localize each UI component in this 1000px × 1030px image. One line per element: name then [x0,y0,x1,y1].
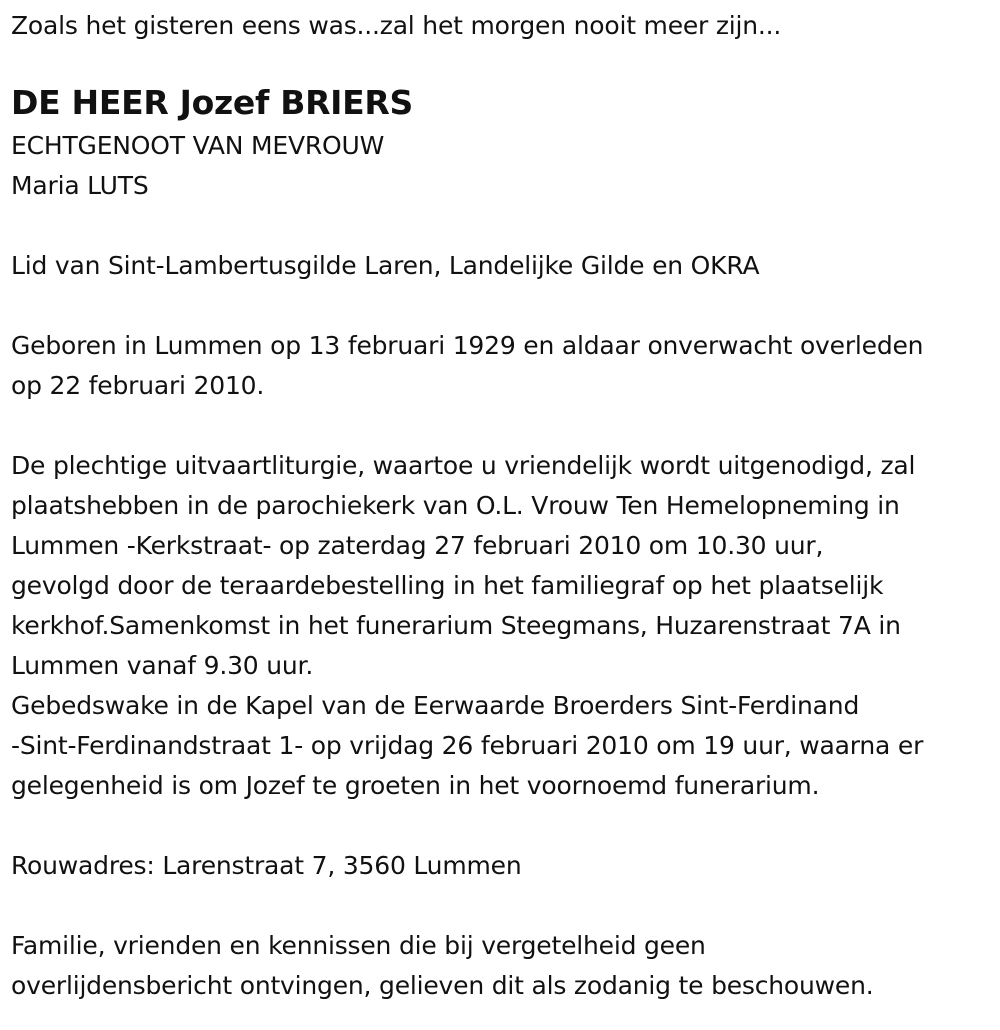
spacer [11,886,996,926]
vigil-line: -Sint-Ferdinandstraat 1- op vrijdag 26 februari 2010 om 19 uur, waarna er [11,731,924,760]
spacer [11,206,996,246]
funeral-line: De plechtige uitvaartliturgie, waartoe u vriendelijk wordt uitgenodigd, zal [11,451,916,480]
funeral-line: plaatshebben in de parochiekerk van O.L. Vrouw Ten Hemelopneming in [11,491,900,520]
birth-death-line: op 22 februari 2010. [11,371,265,400]
spouse-line-1: ECHTGENOOT VAN MEVROUW [11,131,385,160]
spacer [11,806,996,846]
closing-line: overlijdensbericht ontvingen, gelieven dit als zodanig te beschouwen. [11,971,874,1000]
funeral-line: Lummen -Kerkstraat- op zaterdag 27 februari 2010 om 10.30 uur, [11,531,824,560]
vigil-line: Gebedswake in de Kapel van de Eerwaarde Broerders Sint-Ferdinand [11,691,860,720]
funeral-line: kerkhof.Samenkomst in het funerarium Steegmans, Huzarenstraat 7A in [11,611,901,640]
funeral-line: gevolgd door de teraardebestelling in het familiegraf op het plaatselijk [11,571,884,600]
obituary-notice [11,6,996,1006]
funeral-line: Lummen vanaf 9.30 uur. [11,651,314,680]
birth-death-line: Geboren in Lummen op 13 februari 1929 en aldaar onverwacht overleden [11,331,924,360]
motto-line: Zoals het gisteren eens was...zal het morgen nooit meer zijn... [11,11,782,40]
deceased-name: DE HEER Jozef BRIERS [11,83,413,122]
mourning-address: Rouwadres: Larenstraat 7, 3560 Lummen [11,851,522,880]
spacer [11,406,996,446]
closing-line: Familie, vrienden en kennissen die bij vergetelheid geen [11,931,706,960]
spouse-line-2: Maria LUTS [11,171,149,200]
spacer [11,286,996,326]
membership-line: Lid van Sint-Lambertusgilde Laren, Landelijke Gilde en OKRA [11,251,760,280]
vigil-line: gelegenheid is om Jozef te groeten in het voornoemd funerarium. [11,771,820,800]
